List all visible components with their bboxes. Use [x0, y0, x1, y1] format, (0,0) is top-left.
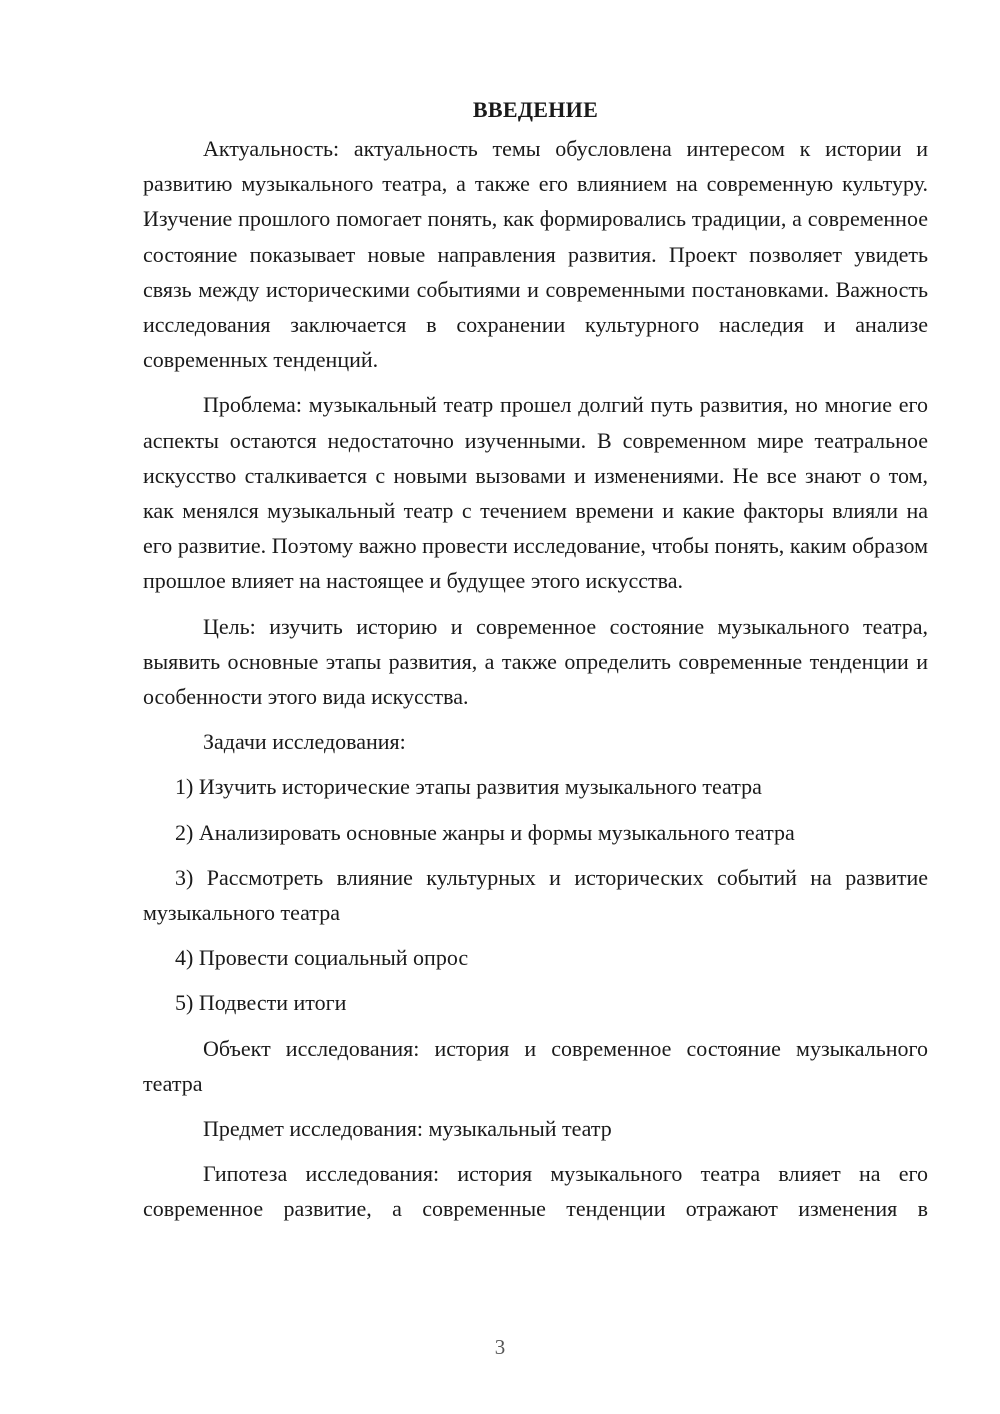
paragraph-relevance: Актуальность: актуальность темы обусловлена интересом к истории и развитию музыкального театра, а также его влиянием на современную культуру. Изучение прошлого помогает понять, как формировались традиции, а современное состояние показывает новые направления развития. Проект позволяет увидеть связь между историческими событиями и современными постановками. Важность исследования заключается в сохранении культурного наследия и анализе современных тенденций. — [143, 136, 928, 373]
list-item: 2) Анализировать основные жанры и формы музыкального театра — [175, 819, 795, 845]
document-page — [143, 92, 928, 1237]
paragraph-goal: Цель: изучить историю и современное состояние музыкального театра, выявить основные этапы развития, а также определить современные тенденции и особенности этого вида искусства. — [143, 613, 928, 710]
section-title: ВВЕДЕНИЕ — [472, 97, 599, 122]
paragraph-object: Объект исследования: история и современное состояние музыкального театра — [143, 1035, 928, 1096]
paragraph-subject: Предмет исследования: музыкальный театр — [203, 1116, 612, 1142]
paragraph-tasks-heading: Задачи исследования: — [203, 729, 406, 755]
list-item: 1) Изучить исторические этапы развития музыкального театра — [175, 774, 762, 800]
page-number: 3 — [494, 1335, 506, 1359]
list-item: 5) Подвести итоги — [175, 990, 347, 1016]
tasks-list — [143, 769, 928, 1020]
paragraph-problem: Проблема: музыкальный театр прошел долгий путь развития, но многие его аспекты остаются недостаточно изученными. В современном мире театральное искусство сталкивается с новыми вызовами и изменениями. Не все знают о том, как менялся музыкальный театр с течением времени и какие факторы влияли на его развитие. Поэтому важно провести исследование, чтобы понять, каким образом прошлое влияет на настоящее и будущее этого искусства. — [143, 392, 928, 594]
paragraph-hypothesis: Гипотеза исследования: история музыкального театра влияет на его современное развитие, а современные тенденции отражают изменения в — [143, 1161, 928, 1222]
list-item: 3) Рассмотреть влияние культурных и исторических событий на развитие музыкального театра — [143, 864, 928, 926]
list-item: 4) Провести социальный опрос — [175, 945, 469, 971]
